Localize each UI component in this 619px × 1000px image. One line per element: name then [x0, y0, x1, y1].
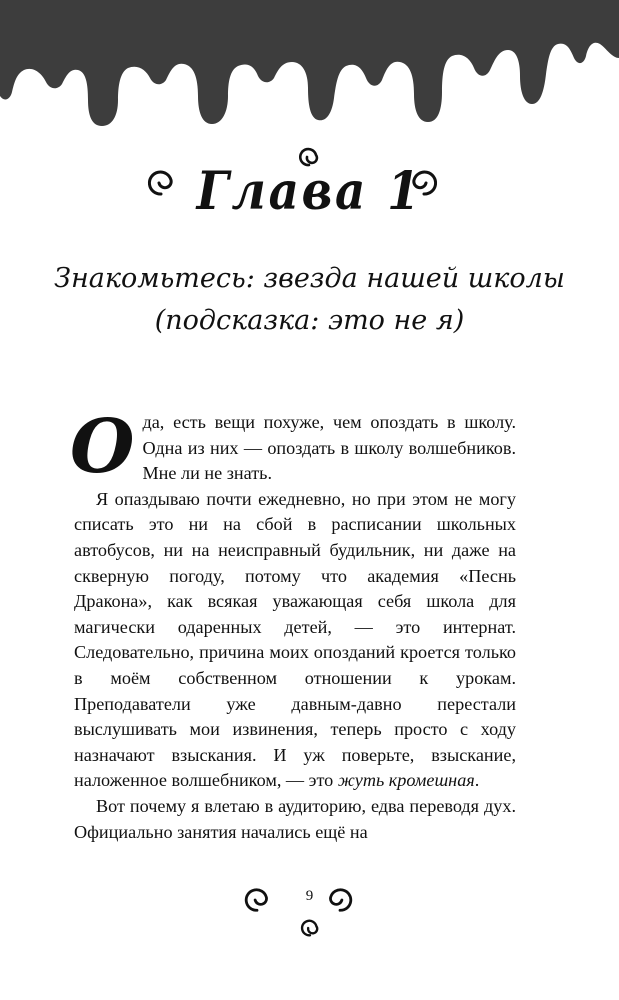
paragraph-1-text: да, есть вещи похуже, чем опоздать в школу. Одна из них — опоздать в школу волшебников. Мне ли не знать. — [142, 412, 516, 484]
chapter-subtitle-line-1: Знакомьтесь: звезда нашей школы — [54, 263, 565, 294]
swirl-footer-bottom-icon — [300, 918, 320, 938]
chapter-body-text — [70, 404, 516, 845]
drop-cap: О — [70, 404, 135, 490]
paragraph-2-end: . — [474, 770, 480, 791]
paragraph-3 — [74, 794, 516, 845]
page-number: 9 — [305, 888, 314, 904]
paragraph-2-text: Я опаздываю почти ежедневно, но при этом не могу списать это ни на сбой в расписании школьных автобусов, ни на неисправный будильник, ни даже на скверную погоду, потому что академия «Песнь Дракона», как всякая уважающая себя школа для магически одаренных детей, — это интернат. Следовательно, причина моих опозданий кроется только в моём собственном отношении к урокам. Преподаватели уже давным-давно перестали выслушивать мои извинения, теперь просто с ходу назначают взыскания. И уж поверьте, взыскание, наложенное волшебником, — это — [74, 488, 516, 791]
paragraph-1 — [70, 404, 516, 490]
paragraph-2-emphasis: жуть кромешная — [337, 770, 475, 791]
chapter-title: Глава 1 — [196, 161, 423, 222]
chapter-subtitle-line-2: (подсказка: это не я) — [154, 305, 465, 336]
swirl-footer-right-icon — [326, 886, 354, 914]
dripping-ink-header — [0, 0, 619, 135]
paragraph-2 — [74, 487, 516, 794]
paragraph-3-text: Вот почему я влетаю в аудиторию, едва переводя дух. Официально занятия начались ещё на — [74, 795, 516, 842]
chapter-subtitle — [40, 258, 579, 342]
